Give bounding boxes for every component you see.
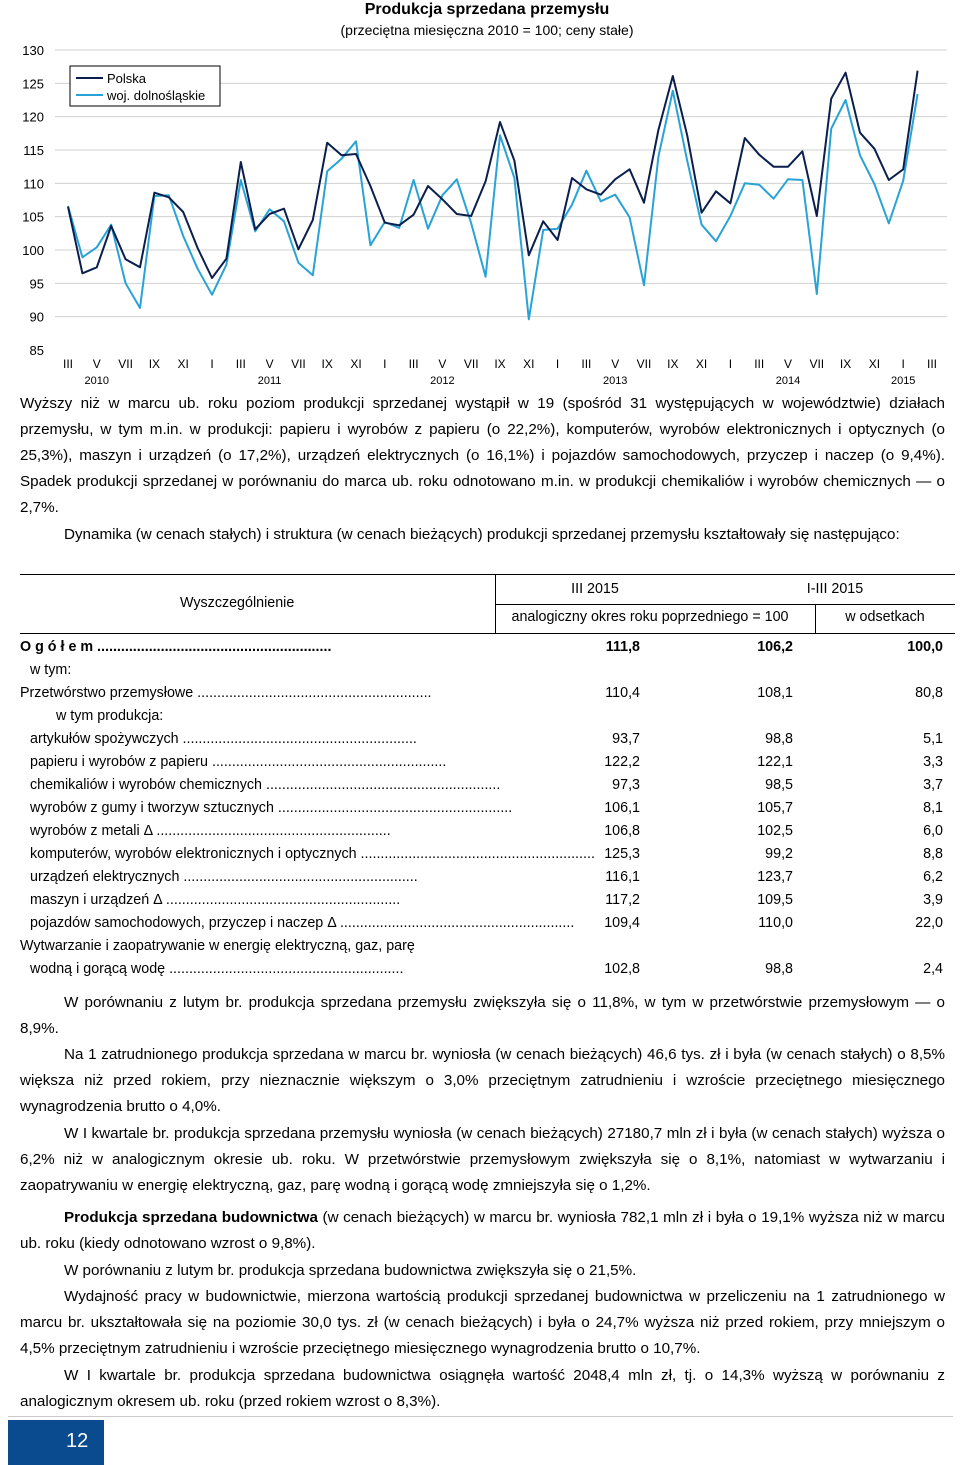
x-tick-label: III: [754, 357, 765, 371]
x-tick-label: XI: [523, 357, 535, 371]
x-tick-label: V: [783, 357, 793, 371]
x-tick-label: V: [92, 357, 101, 371]
table-body: [20, 636, 955, 981]
y-tick-label: 110: [23, 176, 44, 192]
row-value-v1: 122,2: [604, 754, 640, 770]
row-value-v1: 125,3: [604, 846, 640, 862]
x-year-label: 2015: [890, 375, 916, 387]
row-label: O g ó ł e m ...........................................................: [20, 639, 332, 655]
table-row: [20, 820, 955, 843]
row-value-v2: 122,1: [757, 754, 793, 770]
header-group-q1: I-III 2015: [806, 581, 864, 597]
y-tick-label: 125: [22, 76, 44, 92]
x-year-label: 2014: [775, 375, 801, 387]
table-row: [20, 843, 955, 866]
table-row: [20, 912, 955, 935]
header-sub-index: analogiczny okres roku poprzedniego = 100: [511, 609, 789, 625]
row-label: urządzeń elektrycznych ...........................................................: [30, 869, 418, 885]
row-label: wodną i gorącą wodę ...........................................................: [30, 961, 404, 977]
table-row: [20, 935, 955, 958]
x-year-label: 2012: [430, 375, 455, 387]
table-row: [20, 889, 955, 912]
x-axis-years: [85, 375, 916, 387]
paragraph-9: W I kwartale br. produkcja sprzedana budownictwa osiągnęła wartość 2048,4 mln zł, tj. o 14,3% wyższą w porównaniu z analogicznym okresem ub. roku (przed rokiem wzrost o 8,3%).: [20, 1367, 945, 1410]
x-tick-label: VII: [809, 357, 825, 371]
page-number: 12: [66, 1430, 89, 1452]
x-tick-label: VII: [118, 357, 133, 371]
row-value-v1: 106,1: [604, 800, 640, 816]
row-value-v1: 116,1: [605, 869, 640, 885]
row-label: pojazdów samochodowych, przyczep i naczep Δ ...........................................................: [30, 915, 575, 931]
row-label: artykułów spożywczych ...........................................................: [30, 731, 417, 747]
table-row: [20, 705, 955, 728]
row-value-v1: 97,3: [612, 777, 640, 793]
legend-label-polska: Polska: [107, 71, 147, 86]
row-value-v2: 98,5: [765, 777, 793, 793]
row-value-v2: 98,8: [765, 731, 793, 747]
chart-lines: [68, 71, 918, 320]
row-value-v1: 93,7: [612, 731, 640, 747]
x-year-label: 2011: [257, 375, 282, 387]
row-value-v2: 105,7: [757, 800, 793, 816]
row-value-v2: 102,5: [757, 823, 793, 839]
header-sub-share: w odsetkach: [845, 609, 925, 625]
x-tick-label: IX: [148, 357, 161, 371]
row-value-v1: 110,4: [605, 685, 640, 701]
row-value-v3: 6,2: [923, 869, 943, 885]
x-axis-months: [63, 357, 937, 371]
row-label: Wytwarzanie i zaopatrywanie w energię elektryczną, gaz, parę: [20, 938, 415, 954]
row-value-v1: 111,8: [605, 639, 640, 655]
row-label: Przetwórstwo przemysłowe ...........................................................: [20, 685, 432, 701]
y-tick-label: 105: [22, 209, 44, 225]
x-tick-label: XI: [695, 357, 708, 371]
x-tick-label: III: [62, 357, 74, 371]
x-tick-label: I: [555, 357, 560, 371]
row-value-v2: 110,0: [758, 915, 793, 931]
chart-subtitle: (przeciętna miesięczna 2010 = 100; ceny stałe): [340, 22, 634, 38]
row-label: maszyn i urządzeń Δ ...........................................................: [30, 892, 401, 908]
x-tick-label: V: [611, 357, 620, 371]
header-group-march: III 2015: [571, 581, 619, 597]
x-tick-label: V: [438, 357, 447, 371]
x-tick-label: IX: [667, 357, 679, 371]
x-tick-label: VII: [291, 357, 306, 371]
x-year-label: 2010: [84, 375, 110, 387]
x-tick-label: XI: [868, 357, 881, 371]
y-tick-label: 115: [23, 143, 44, 158]
table-header: [20, 574, 955, 634]
x-tick-label: VII: [636, 357, 652, 371]
x-tick-label: XI: [177, 357, 189, 371]
row-label: w tym produkcja:: [56, 708, 164, 724]
row-value-v3: 2,4: [923, 961, 943, 977]
x-tick-label: I: [383, 357, 387, 371]
table-row: [20, 728, 955, 751]
row-value-v3: 80,8: [915, 685, 943, 701]
x-tick-label: XI: [350, 357, 362, 371]
paragraph-6: [20, 1205, 945, 1257]
x-tick-label: III: [926, 357, 938, 371]
page-number-box: [8, 1420, 104, 1465]
row-value-v2: 123,7: [757, 869, 793, 885]
y-tick-label: 130: [22, 43, 44, 58]
row-value-v2: 108,1: [757, 685, 793, 701]
x-tick-label: I: [728, 357, 733, 371]
row-label: papieru i wyrobów z papieru ...........................................................: [30, 754, 447, 770]
x-tick-label: I: [210, 357, 214, 371]
paragraph-8: Wydajność pracy w budownictwie, mierzona wartością produkcji sprzedanej budownictwa w przeliczeniu na 1 zatrudnionego w marcu br. ukształtowała się na poziomie 30,0 tys. zł (w cenach bieżących) i była o 24,7% wyższa niż przed rokiem, przy mniejszym o 4,5% przeciętnym zatrudnieniu i wzroście przeciętnego miesięcznego wynagrodzenia brutto o 10,7%.: [20, 1288, 945, 1357]
dynamics-table: [20, 574, 955, 981]
paragraph-1: Wyższy niż w marcu ub. roku poziom produkcji sprzedanej wystąpił w 19 (spośród 31 występujących w województwie) działach przemysłu, w tym m.in. w produkcji: papieru i wyrobów z papieru (o 22,2%), komputerów, wyrobów elektronicznych i optycznych (o 25,3%), maszyn i urządzeń (o 17,2%), urządzeń elektrycznych (o 16,1%) i pojazdów samochodowych, przyczep i naczep (o 9,4%). Spadek produkcji sprzedanej w porównaniu do marca ub. roku odnotowano m.in. w produkcji chemikaliów i wyrobów chemicznych — o 2,7%.: [20, 395, 945, 516]
table-row: [20, 659, 955, 682]
y-tick-label: 120: [22, 109, 44, 125]
table-row: [20, 636, 955, 659]
row-label: chemikaliów i wyrobów chemicznych ...........................................................: [30, 777, 501, 793]
x-tick-label: I: [901, 357, 905, 371]
x-tick-label: IX: [321, 357, 333, 371]
row-value-v1: 117,2: [605, 892, 640, 908]
row-label: komputerów, wyrobów elektronicznych i optycznych ...........................................................: [30, 846, 595, 862]
row-value-v2: 98,8: [765, 961, 793, 977]
paragraph-7: W porównaniu z lutym br. produkcja sprzedana budownictwa zwiększyła się o 21,5%.: [64, 1262, 637, 1279]
paragraph-5: W I kwartale br. produkcja sprzedana przemysłu wyniosła (w cenach bieżących) 27180,7 mln zł i była (w cenach stałych) wyższa o 6,2% niż w analogicznym okresie ub. roku. W przetwórstwie przemysłowym zwiększyła się o 8,1%, natomiast w wytwarzaniu i zaopatrywaniu w energię elektryczną, gaz, parę wodną i gorącą wodę zmniejszyła się o 1,2%.: [20, 1125, 945, 1194]
chart-legend: [70, 66, 220, 106]
table-row: [20, 774, 955, 797]
y-tick-label: 90: [29, 309, 44, 325]
header-label: Wyszczególnienie: [180, 595, 295, 611]
y-tick-label: 95: [29, 276, 44, 292]
paragraph-4: Na 1 zatrudnionego produkcja sprzedana w marcu br. wyniosła (w cenach bieżących) 46,6 tys. zł i była (w cenach stałych) o 8,5% większa niż przed rokiem, przy nieznacznie większym o 3,0% przeciętnym zatrudnieniu i wzroście przeciętnego miesięcznego wynagrodzenia brutto o 4,0%.: [20, 1046, 945, 1115]
x-tick-label: V: [265, 357, 274, 371]
row-value-v3: 22,0: [915, 915, 943, 931]
row-label: wyrobów z metali Δ ...........................................................: [30, 823, 391, 839]
table-row: [20, 751, 955, 774]
x-tick-label: III: [235, 357, 246, 371]
row-value-v3: 3,9: [923, 892, 943, 908]
row-value-v2: 106,2: [757, 639, 793, 655]
footer-rule: [8, 1416, 953, 1417]
x-tick-label: VII: [463, 357, 479, 371]
paragraph-6-bold: Produkcja sprzedana budownictwa: [64, 1209, 318, 1226]
x-tick-label: IX: [839, 357, 852, 371]
row-value-v3: 100,0: [907, 639, 943, 655]
row-value-v3: 5,1: [923, 731, 943, 747]
row-value-v1: 102,8: [604, 961, 640, 977]
table-row: [20, 866, 955, 889]
series-line-dolnoslaskie: [68, 91, 918, 320]
chart-title: Produkcja sprzedana przemysłu: [364, 1, 610, 18]
production-chart: [0, 0, 960, 400]
x-tick-label: III: [581, 357, 592, 371]
row-value-v1: 109,4: [604, 915, 640, 931]
row-value-v2: 99,2: [765, 846, 793, 862]
y-tick-label: 100: [22, 243, 44, 258]
x-year-label: 2013: [602, 375, 628, 387]
paragraph-2: Dynamika (w cenach stałych) i struktura (w cenach bieżących) produkcji sprzedanej przemysłu kształtowały się następująco:: [64, 526, 900, 543]
y-tick-label: 85: [29, 343, 44, 358]
table-row: [20, 682, 955, 705]
row-value-v1: 106,8: [604, 823, 640, 839]
row-value-v3: 3,7: [923, 777, 943, 793]
x-tick-label: III: [408, 357, 419, 371]
row-value-v3: 3,3: [923, 754, 943, 770]
row-value-v2: 109,5: [757, 892, 793, 908]
table-row: [20, 958, 955, 981]
row-value-v3: 8,8: [923, 846, 943, 862]
table-row: [20, 797, 955, 820]
row-label: w tym:: [30, 662, 72, 678]
legend-label-dolnoslaskie: woj. dolnośląskie: [107, 88, 206, 103]
row-value-v3: 8,1: [923, 800, 943, 816]
x-tick-label: IX: [494, 357, 506, 371]
y-axis-ticks: [22, 43, 44, 358]
paragraph-3: W porównaniu z lutym br. produkcja sprzedana przemysłu zwiększyła się o 11,8%, w tym w przetwórstwie przemysłowym — o 8,9%.: [20, 994, 945, 1037]
row-label: wyrobów z gumy i tworzyw sztucznych ...........................................................: [30, 800, 513, 816]
paragraph-6-text: (w cenach bieżących) w marcu br. wyniosła 782,1 mln zł i była o 19,1% wyższa niż w marcu ub. roku (kiedy odnotowano wzrost o 9,8%).: [20, 1209, 945, 1252]
row-value-v3: 6,0: [923, 823, 943, 839]
